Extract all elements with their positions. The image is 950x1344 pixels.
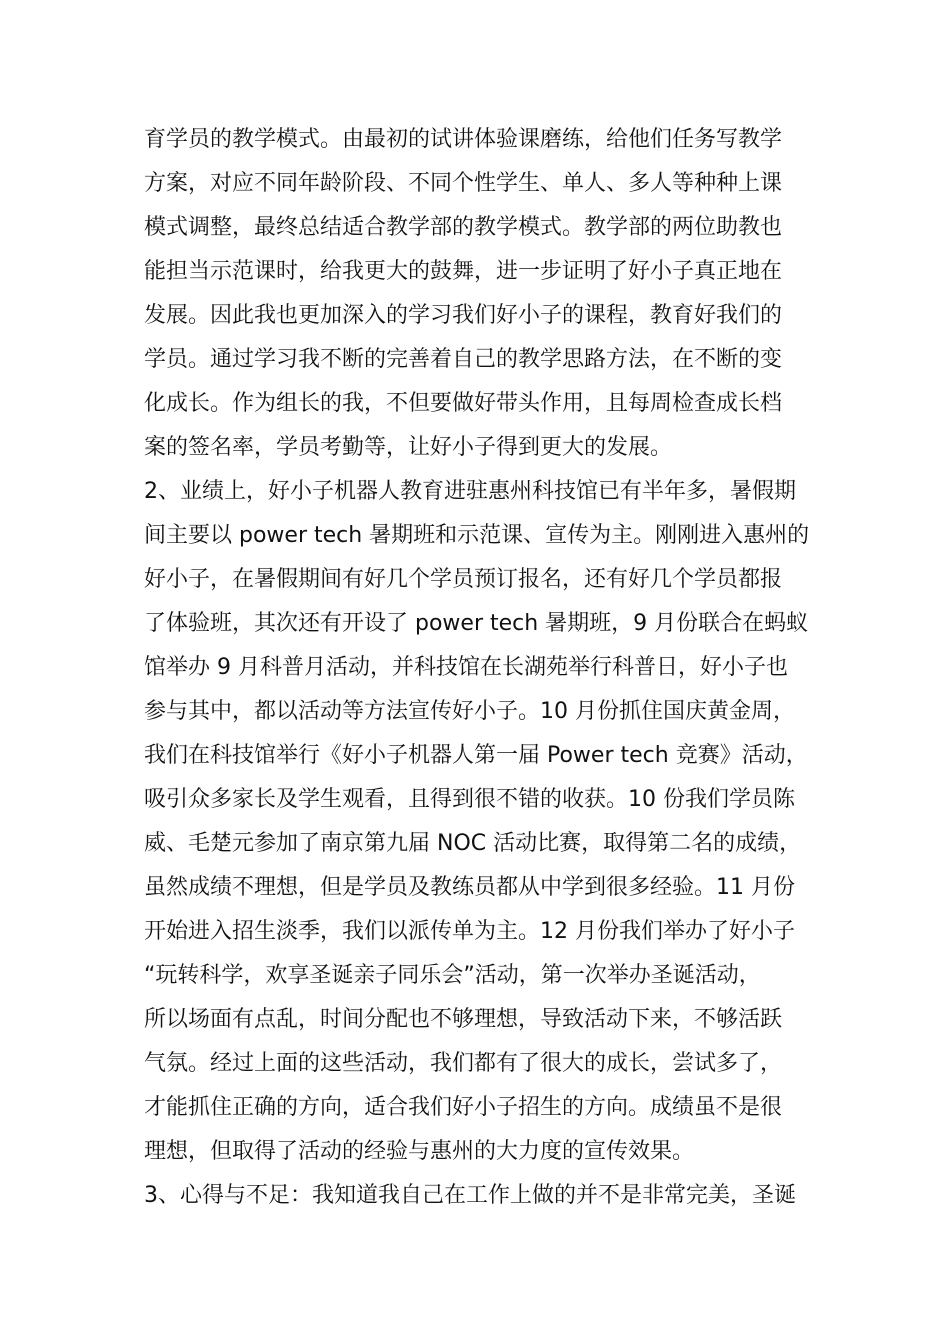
text-line: 了体验班，其次还有开设了 power tech 暑期班，9 月份联合在蚂蚁 — [144, 611, 809, 636]
text-line: 模式调整，最终总结适合教学部的教学模式。教学部的两位助教也 — [144, 215, 783, 240]
text-line: 才能抓住正确的方向，适合我们好小子招生的方向。成绩虽不是很 — [144, 1095, 783, 1120]
text-line: 能担当示范课时，给我更大的鼓舞，进一步证明了好小子真正地在 — [144, 259, 783, 284]
text-line: 化成长。作为组长的我，不但要做好带头作用，且每周检查成长档 — [144, 391, 783, 416]
text-line: 发展。因此我也更加深入的学习我们好小子的课程，教育好我们的 — [144, 303, 783, 328]
text-line: 好小子，在暑假期间有好几个学员预订报名，还有好几个学员都报 — [144, 567, 783, 592]
text-line: 所以场面有点乱，时间分配也不够理想，导致活动下来，不够活跃 — [144, 1007, 783, 1032]
text-line: 方案，对应不同年龄阶段、不同个性学生、单人、多人等种种上课 — [144, 171, 783, 196]
text-line: 开始进入招生淡季，我们以派传单为主。12 月份我们举办了好小子 — [144, 919, 795, 944]
text-line: 育学员的教学模式。由最初的试讲体验课磨练，给他们任务写教学 — [144, 127, 783, 152]
text-line: 间主要以 power tech 暑期班和示范课、宣传为主。刚刚进入惠州的 — [144, 523, 810, 548]
text-line: 案的签名率，学员考勤等，让好小子得到更大的发展。 — [144, 435, 673, 460]
text-line: 气氛。经过上面的这些活动，我们都有了很大的成长，尝试多了， — [144, 1051, 783, 1076]
text-line: 3、心得与不足：我知道我自己在工作上做的并不是非常完美，圣诞 — [144, 1183, 796, 1208]
text-line: 我们在科技馆举行《好小子机器人第一届 Power tech 竞赛》活动， — [144, 743, 808, 768]
text-line: 虽然成绩不理想，但是学员及教练员都从中学到很多经验。11 月份 — [144, 875, 795, 900]
text-line: 参与其中，都以活动等方法宣传好小子。10 月份抓住国庆黄金周， — [144, 699, 795, 724]
text-line: 学员。通过学习我不断的完善着自己的教学思路方法，在不断的变 — [144, 347, 783, 372]
body-text — [144, 118, 810, 1218]
text-line: 2、业绩上，好小子机器人教育进驻惠州科技馆已有半年多，暑假期 — [144, 479, 796, 504]
text-line: 馆举办 9 月科普月活动，并科技馆在长湖苑举行科普日，好小子也 — [144, 655, 788, 680]
text-line: 吸引众多家长及学生观看，且得到很不错的收获。10 份我们学员陈 — [144, 787, 795, 812]
text-line: 理想，但取得了活动的经验与惠州的大力度的宣传效果。 — [144, 1139, 695, 1164]
text-line: “玩转科学，欢享圣诞亲子同乐会”活动，第一次举办圣诞活动， — [144, 963, 761, 988]
text-line: 威、毛楚元参加了南京第九届 NOC 活动比赛，取得第二名的成绩， — [144, 831, 802, 856]
